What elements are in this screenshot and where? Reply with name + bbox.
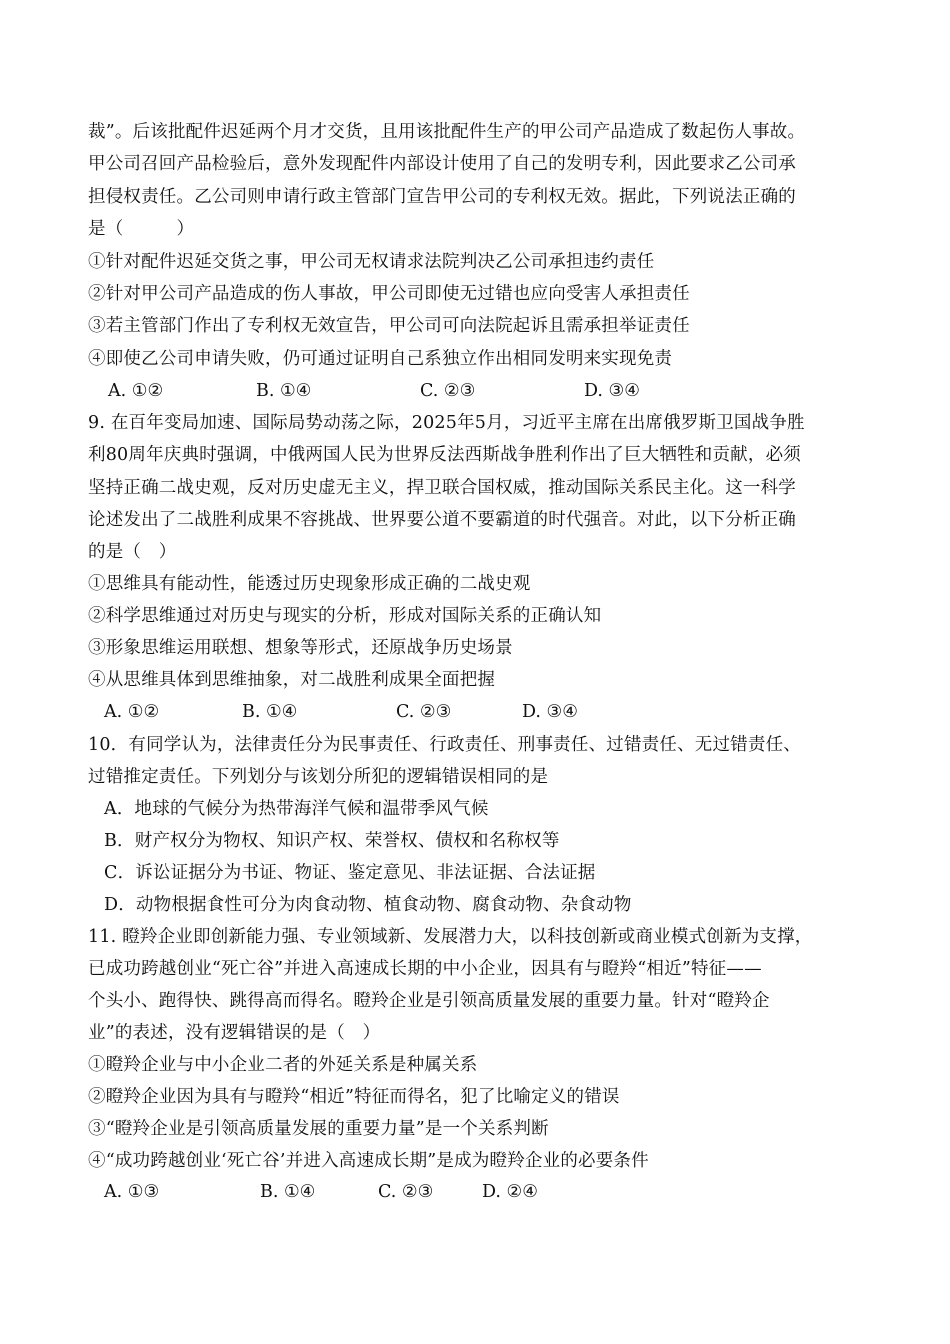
q8-stem-line: 是（ ） [88,219,195,239]
q9-statement-1: ①思维具有能动性，能透过历史现象形成正确的二战史观 [88,574,531,594]
q9-stem-line: 利80周年庆典时强调，中俄两国人民为世界反法西斯战争胜利作出了巨大牺牲和贡献，必须 [88,445,801,465]
q8-options [108,379,668,403]
q10-option-c: C．诉讼证据分为书证、物证、鉴定意见、非法证据、合法证据 [104,863,596,883]
q11-stem-line: 个头小、跑得快、跳得高而得名。瞪羚企业是引领高质量发展的重要力量。针对“瞪羚企 [88,991,770,1011]
q9-option-a: A. ①② [104,702,160,722]
q9-stem-line: 9. 在百年变局加速、国际局势动荡之际，2025年5月，习近平主席在出席俄罗斯卫国战争胜 [88,413,805,433]
q11-statement-4: ④“成功跨越创业‘死亡谷’并进入高速成长期”是成为瞪羚企业的必要条件 [88,1151,649,1171]
q8-option-b: B. ①④ [256,381,312,401]
q11-option-d: D. ②④ [482,1182,538,1202]
q11-option-a: A. ①③ [104,1182,160,1202]
q11-statement-3: ③“瞪羚企业是引领高质量发展的重要力量”是一个关系判断 [88,1119,549,1139]
q8-statement-2: ②针对甲公司产品造成的伤人事故，甲公司即使无过错也应向受害人承担责任 [88,284,690,304]
q9-stem-line: 的是（ ） [88,542,177,562]
q11-options [104,1180,624,1204]
q8-option-c: C. ②③ [420,381,476,401]
q11-statement-1: ①瞪羚企业与中小企业二者的外延关系是种属关系 [88,1055,478,1075]
q9-option-c: C. ②③ [396,702,452,722]
q8-statement-3: ③若主管部门作出了专利权无效宣告，甲公司可向法院起诉且需承担举证责任 [88,316,690,336]
q9-option-d: D. ③④ [522,702,578,722]
q11-stem-line: 已成功跨越创业“死亡谷”并进入高速成长期的中小企业，因具有与瞪羚“相近”特征—— [88,959,762,979]
q9-statement-3: ③形象思维运用联想、想象等形式，还原战争历史场景 [88,638,513,658]
q10-option-b: B．财产权分为物权、知识产权、荣誉权、债权和名称权等 [104,831,560,851]
q8-stem-line: 担侵权责任。乙公司则申请行政主管部门宣告甲公司的专利权无效。据此，下列说法正确的 [88,187,796,207]
q9-statement-2: ②科学思维通过对历史与现实的分析，形成对国际关系的正确认知 [88,606,602,626]
q10-option-a: A．地球的气候分为热带海洋气候和温带季风气候 [104,799,489,819]
q9-statement-4: ④从思维具体到思维抽象，对二战胜利成果全面把握 [88,670,496,690]
q8-option-a: A. ①② [108,381,164,401]
q8-stem-line: 甲公司召回产品检验后，意外发现配件内部设计使用了自己的发明专利，因此要求乙公司承 [88,154,796,174]
q9-options [104,700,624,724]
q11-option-b: B. ①④ [260,1182,316,1202]
q9-stem-line: 论述发出了二战胜利成果不容挑战、世界要公道不要霸道的时代强音。对此，以下分析正确 [88,510,796,530]
q10-option-d: D．动物根据食性可分为肉食动物、植食动物、腐食动物、杂食动物 [104,895,632,915]
q8-statement-4: ④即使乙公司申请失败，仍可通过证明自己系独立作出相同发明来实现免责 [88,349,673,369]
q8-stem-line: 裁”。后该批配件迟延两个月才交货，且用该批配件生产的甲公司产品造成了数起伤人事故。 [88,122,806,142]
q10-stem-line: 过错推定责任。下列划分与该划分所犯的逻辑错误相同的是 [88,767,549,787]
q10-stem-line: 10．有同学认为，法律责任分为民事责任、行政责任、刑事责任、过错责任、无过错责任、 [88,735,801,755]
q8-option-d: D. ③④ [584,381,640,401]
q9-stem-line: 坚持正确二战史观，反对历史虚无主义，捍卫联合国权威，推动国际关系民主化。这一科学 [88,478,796,498]
q8-statement-1: ①针对配件迟延交货之事，甲公司无权请求法院判决乙公司承担违约责任 [88,252,655,272]
q9-option-b: B. ①④ [242,702,298,722]
q11-stem-line: 业”的表述，没有逻辑错误的是（ ） [88,1023,381,1043]
q11-option-c: C. ②③ [378,1182,434,1202]
q11-stem-line: 11. 瞪羚企业即创新能力强、专业领域新、发展潜力大，以科技创新或商业模式创新为支撑， [88,927,813,947]
q11-statement-2: ②瞪羚企业因为具有与瞪羚“相近”特征而得名，犯了比喻定义的错误 [88,1087,620,1107]
